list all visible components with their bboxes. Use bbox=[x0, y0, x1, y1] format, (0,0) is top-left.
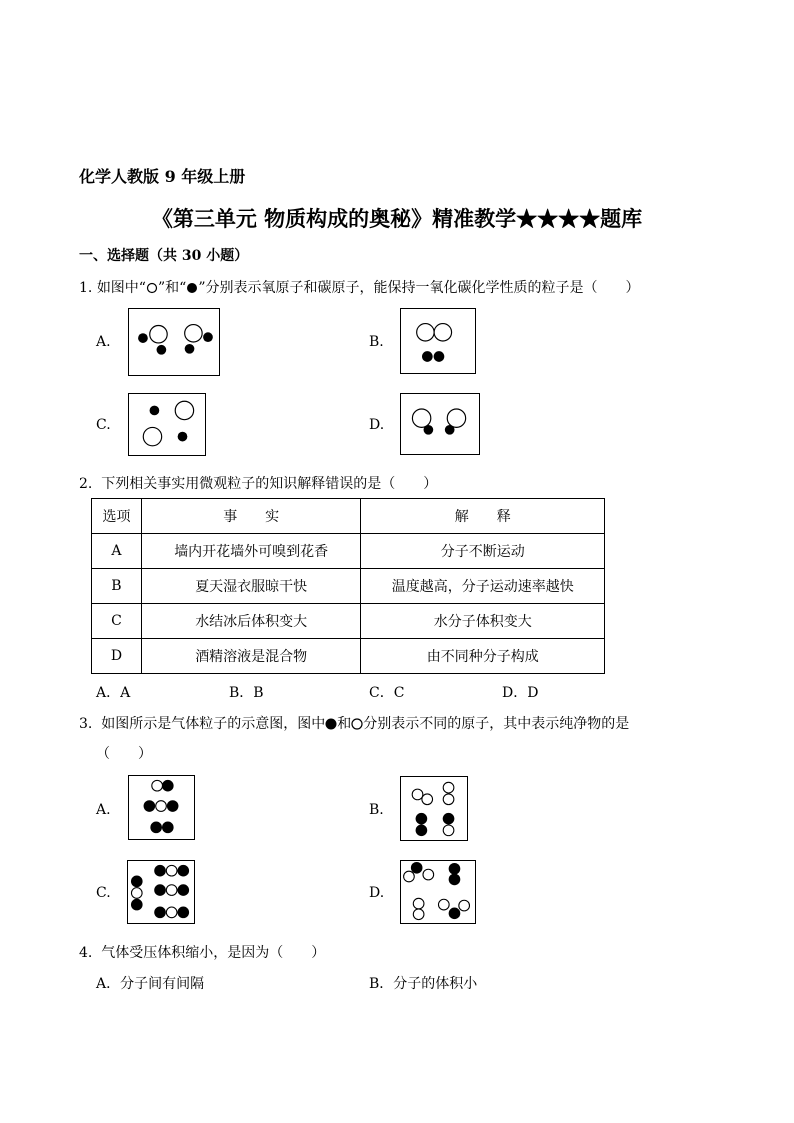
question-2-stem bbox=[79, 473, 437, 493]
question-1-stem bbox=[79, 277, 639, 297]
carbon-atom bbox=[178, 432, 188, 442]
facts-table bbox=[91, 498, 605, 674]
document-title: 《第三单元 物质构成的奥秘》精准教学★★★★题库 bbox=[151, 206, 643, 231]
q3-diagram-d[interactable] bbox=[400, 860, 476, 924]
option-label[interactable]: B. bbox=[369, 334, 384, 350]
q1-diagram-a[interactable] bbox=[128, 308, 220, 376]
question-number: 4. bbox=[79, 945, 93, 961]
table-header: 选项 bbox=[92, 499, 142, 534]
table-row bbox=[92, 534, 605, 569]
table-cell: 水分子体积变大 bbox=[361, 604, 605, 639]
table-cell: 温度越高，分子运动速率越快 bbox=[361, 569, 605, 604]
oxygen-atom bbox=[143, 427, 161, 445]
carbon-atom-symbol bbox=[186, 282, 198, 294]
option-c[interactable]: C．C bbox=[369, 685, 405, 701]
table-row bbox=[92, 639, 605, 674]
option-d[interactable]: D．D bbox=[502, 685, 539, 701]
table-row bbox=[92, 569, 605, 604]
table-cell: 墙内开花墙外可嗅到花香 bbox=[141, 534, 361, 569]
carbon-atom bbox=[150, 406, 160, 416]
document-subtitle: 化学人教版 9 年级上册 bbox=[79, 167, 246, 186]
table-header-row bbox=[92, 499, 605, 534]
question-number: 2. bbox=[79, 476, 93, 492]
oxygen-atom bbox=[447, 409, 465, 427]
oxygen-atom bbox=[417, 324, 434, 341]
option-a[interactable]: A．A bbox=[96, 685, 131, 701]
oxygen-atom bbox=[185, 325, 202, 342]
question-text: ”和“ bbox=[157, 280, 187, 296]
q1-diagram-b[interactable] bbox=[400, 308, 476, 374]
table-cell: 分子不断运动 bbox=[361, 534, 605, 569]
section-heading: 一、选择题（共 30 小题） bbox=[79, 248, 249, 264]
white-atom-symbol bbox=[351, 718, 363, 730]
question-text: 气体受压体积缩小，是因为（ ） bbox=[101, 945, 326, 961]
q1-diagram-d[interactable] bbox=[400, 393, 480, 455]
q3-diagram-b[interactable] bbox=[400, 776, 468, 841]
table-header: 解 释 bbox=[361, 499, 605, 534]
question-text: ”分别表示氧原子和碳原子，能保持一氧化碳化学性质的粒子是（ ） bbox=[198, 280, 640, 296]
oxygen-atom-symbol bbox=[146, 282, 158, 294]
carbon-atom bbox=[138, 333, 148, 343]
question-3-stem bbox=[79, 713, 629, 733]
option-label[interactable]: D. bbox=[369, 885, 385, 901]
carbon-atom bbox=[434, 351, 445, 362]
table-cell: D bbox=[92, 639, 142, 674]
option-label[interactable]: D. bbox=[369, 417, 385, 433]
q3-diagram-c[interactable] bbox=[127, 860, 195, 924]
oxygen-atom bbox=[434, 324, 451, 341]
question-3-answer-blank: （ ） bbox=[96, 746, 152, 762]
carbon-atom bbox=[157, 345, 167, 355]
carbon-atom bbox=[185, 344, 195, 354]
option-a[interactable]: A．分子间有间隔 bbox=[96, 976, 205, 992]
table-cell: 夏天湿衣服晾干快 bbox=[141, 569, 361, 604]
table-cell: B bbox=[92, 569, 142, 604]
option-b[interactable]: B．分子的体积小 bbox=[369, 976, 478, 992]
question-text: 如图中“ bbox=[96, 280, 146, 296]
q3-diagram-a[interactable] bbox=[128, 775, 195, 840]
oxygen-atom bbox=[150, 326, 167, 343]
q1-diagram-c[interactable] bbox=[128, 393, 206, 456]
table-cell: 酒精溶液是混合物 bbox=[141, 639, 361, 674]
question-text: 分别表示不同的原子，其中表示纯净物的是 bbox=[363, 716, 630, 732]
oxygen-atom bbox=[175, 401, 193, 419]
carbon-atom bbox=[424, 425, 434, 435]
table-cell: A bbox=[92, 534, 142, 569]
black-atom-symbol bbox=[325, 718, 337, 730]
question-4-stem bbox=[79, 942, 325, 962]
option-label[interactable]: C. bbox=[96, 417, 111, 433]
table-header: 事 实 bbox=[141, 499, 361, 534]
option-label[interactable]: A. bbox=[96, 334, 111, 350]
carbon-atom bbox=[203, 332, 213, 342]
option-label[interactable]: C. bbox=[96, 885, 111, 901]
carbon-atom bbox=[445, 425, 455, 435]
question-text: 下列相关事实用微观粒子的知识解释错误的是（ ） bbox=[101, 476, 438, 492]
question-number: 1. bbox=[79, 280, 93, 296]
table-cell: 水结冰后体积变大 bbox=[141, 604, 361, 639]
carbon-atom bbox=[422, 351, 433, 362]
question-number: 3. bbox=[79, 716, 93, 732]
table-cell: C bbox=[92, 604, 142, 639]
question-text: 如图所示是气体粒子的示意图，图中 bbox=[101, 716, 326, 732]
oxygen-atom bbox=[412, 409, 430, 427]
question-text: 和 bbox=[337, 716, 352, 732]
option-b[interactable]: B．B bbox=[229, 685, 264, 701]
table-cell: 由不同种分子构成 bbox=[361, 639, 605, 674]
option-label[interactable]: A. bbox=[96, 802, 111, 818]
table-row bbox=[92, 604, 605, 639]
option-label[interactable]: B. bbox=[369, 802, 384, 818]
